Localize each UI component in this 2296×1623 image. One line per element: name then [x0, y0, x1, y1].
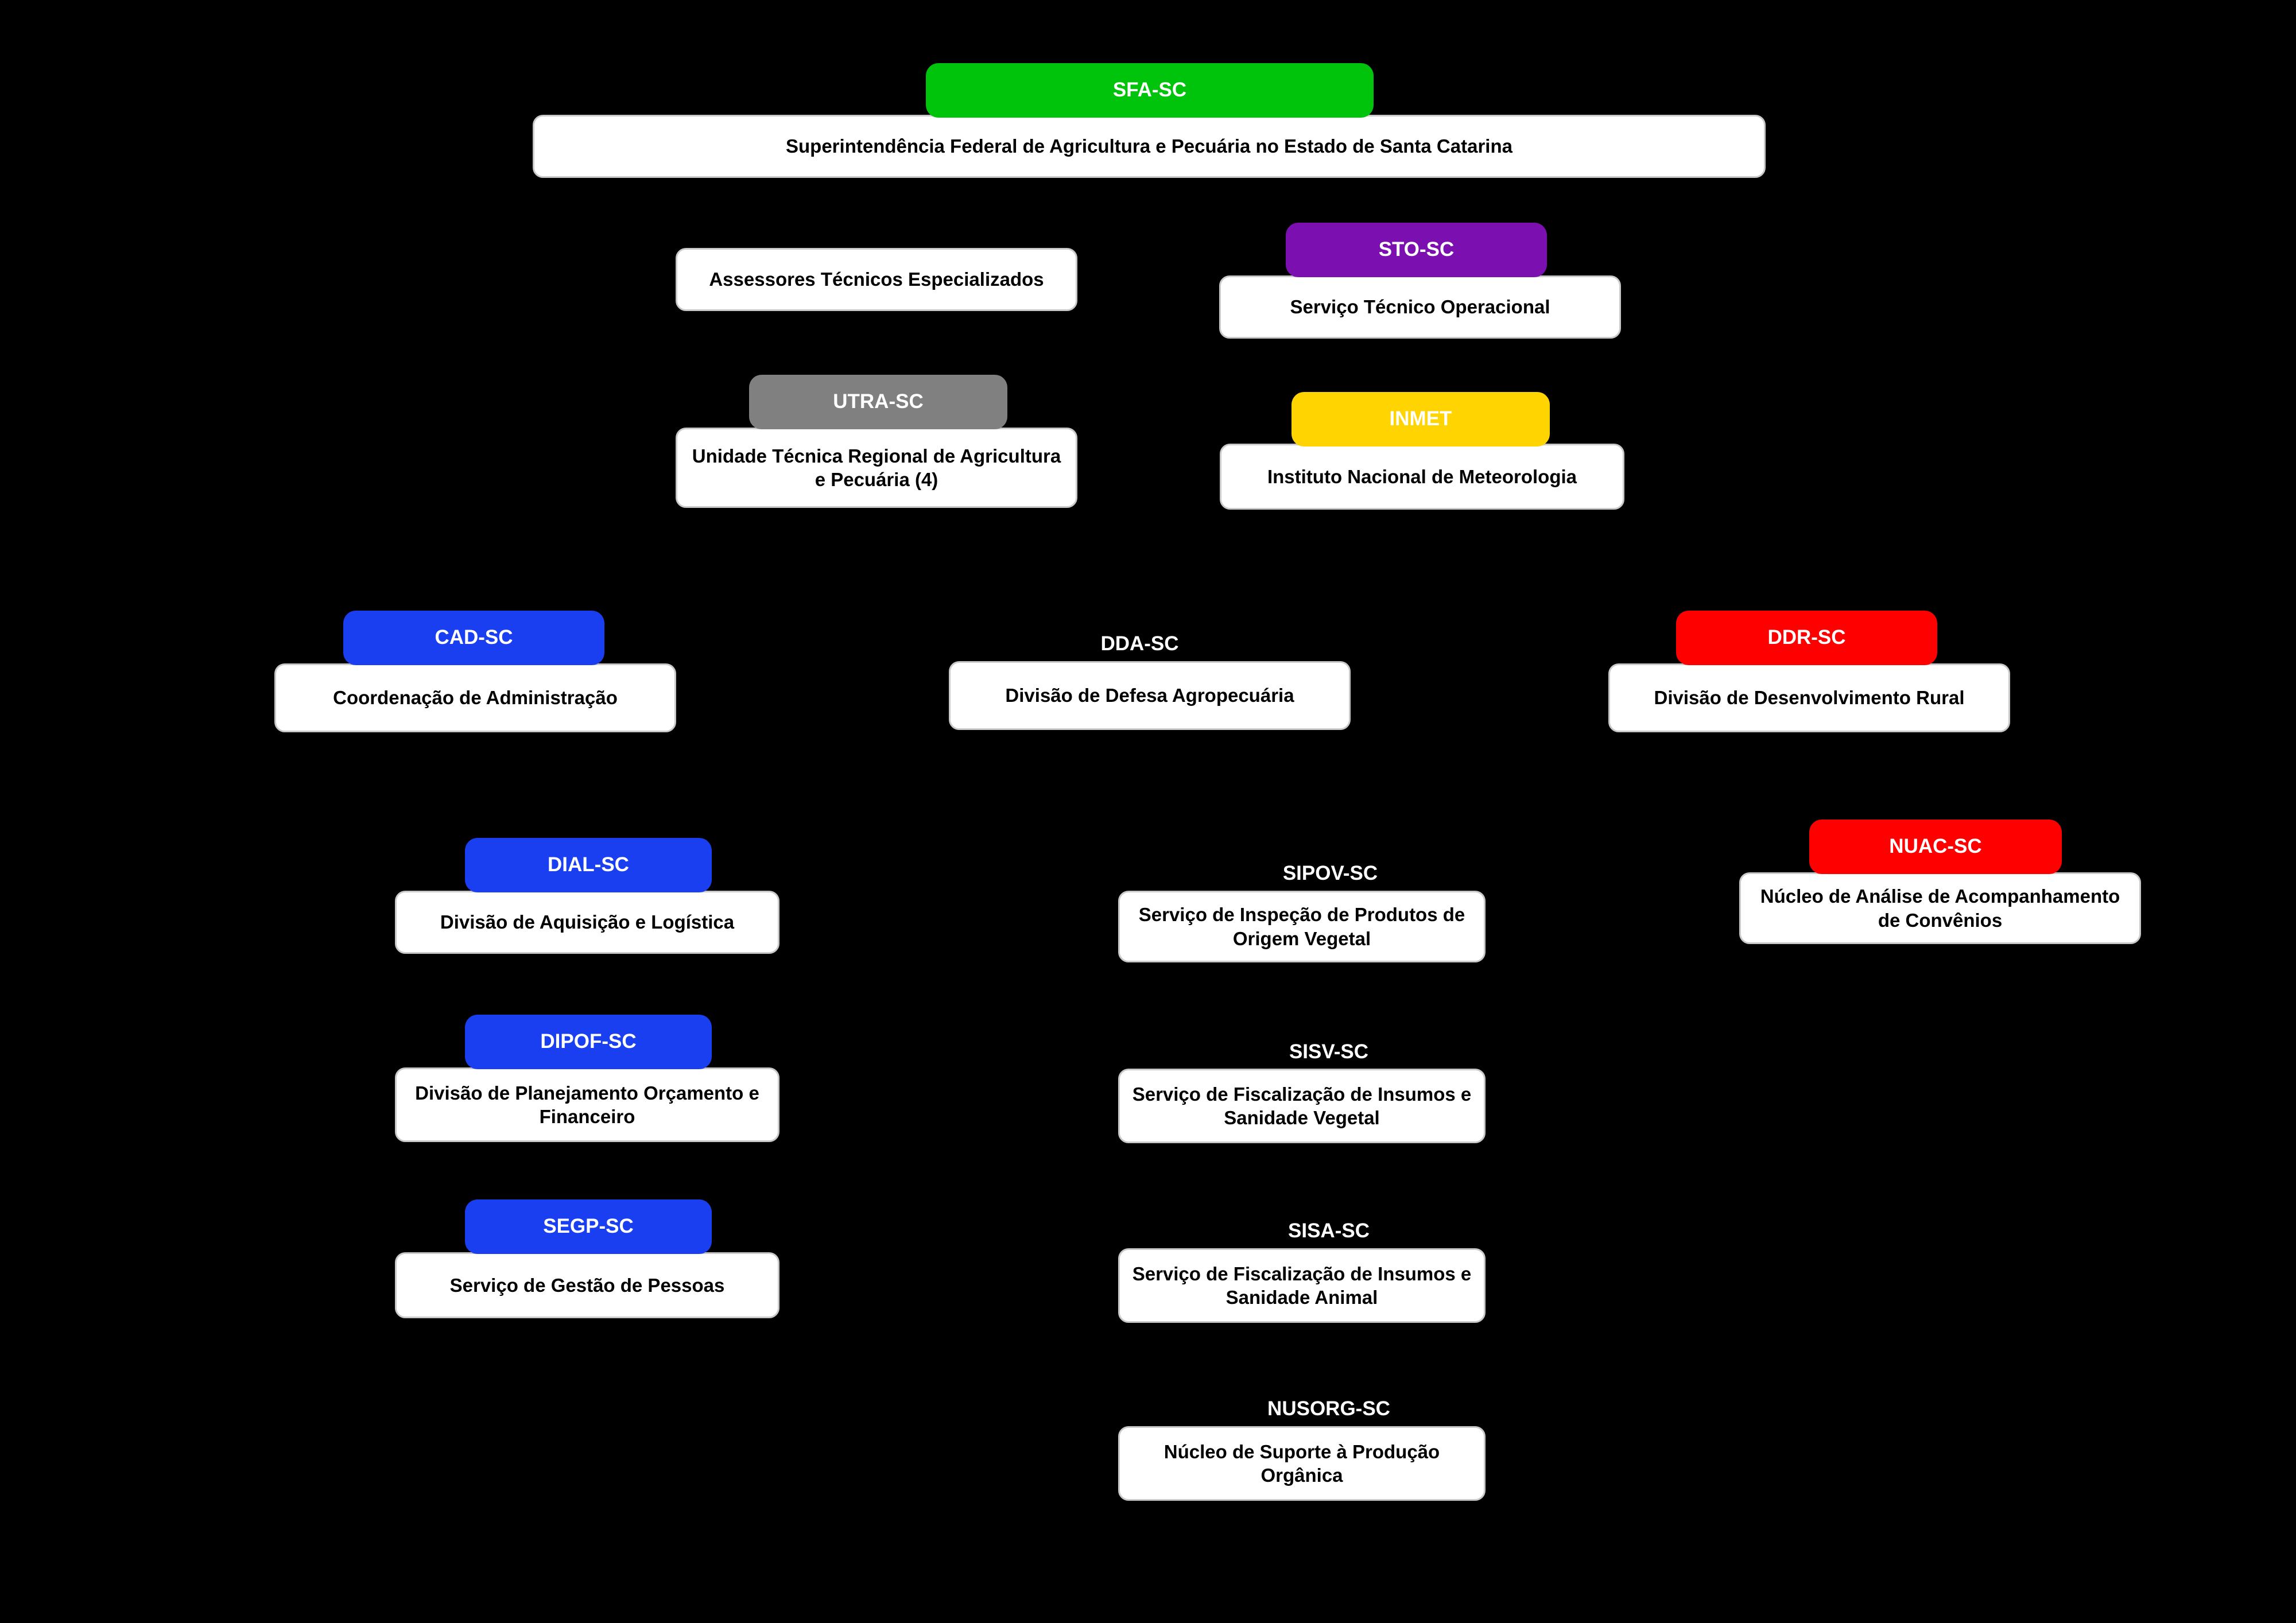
org-node-tag-sfa: SFA-SC: [926, 63, 1374, 118]
org-node-tag-dial: DIAL-SC: [465, 838, 712, 892]
org-node-body-sisa: Serviço de Fiscalização de Insumos e Sanidade Animal: [1118, 1248, 1486, 1323]
org-node-body-sfa: Superintendência Federal de Agricultura e Pecuária no Estado de Santa Catarina: [533, 115, 1766, 178]
org-node-tag-dda: DDA-SC: [1100, 632, 1179, 655]
org-node-body-nuac: Núcleo de Análise de Acompanhamento de Convênios: [1739, 872, 2141, 944]
org-node-body-ddr: Divisão de Desenvolvimento Rural: [1608, 663, 2010, 732]
org-node-body-sipov: Serviço de Inspeção de Produtos de Origem Vegetal: [1118, 891, 1486, 962]
org-node-body-nusorg: Núcleo de Suporte à Produção Orgânica: [1118, 1426, 1486, 1501]
org-node-tag-inmet: INMET: [1292, 392, 1550, 446]
org-node-tag-dipof: DIPOF-SC: [465, 1015, 712, 1069]
org-node-tag-sipov: SIPOV-SC: [1282, 861, 1378, 884]
org-node-tag-sisv: SISV-SC: [1289, 1040, 1369, 1063]
org-node-tag-nuac: NUAC-SC: [1809, 820, 2062, 874]
org-node-tag-nusorg: NUSORG-SC: [1267, 1397, 1390, 1420]
org-node-body-dipof: Divisão de Planejamento Orçamento e Financeiro: [395, 1067, 779, 1142]
org-node-body-dial: Divisão de Aquisição e Logística: [395, 891, 779, 954]
org-node-body-inmet: Instituto Nacional de Meteorologia: [1220, 444, 1624, 510]
org-node-tag-cad: CAD-SC: [343, 611, 604, 665]
org-node-tag-utra: UTRA-SC: [749, 375, 1007, 429]
org-node-tag-ddr: DDR-SC: [1676, 611, 1937, 665]
org-node-body-utra: Unidade Técnica Regional de Agricultura e Pecuária (4): [676, 428, 1077, 508]
org-node-body-ate: Assessores Técnicos Especializados: [676, 248, 1077, 311]
org-node-tag-sto: STO-SC: [1286, 223, 1547, 277]
org-node-tag-segp: SEGP-SC: [465, 1199, 712, 1254]
org-node-body-sisv: Serviço de Fiscalização de Insumos e Sanidade Vegetal: [1118, 1069, 1486, 1143]
org-node-body-cad: Coordenação de Administração: [274, 663, 676, 732]
org-node-body-dda: Divisão de Defesa Agropecuária: [949, 661, 1351, 730]
org-node-body-sto: Serviço Técnico Operacional: [1219, 275, 1621, 339]
org-node-body-segp: Serviço de Gestão de Pessoas: [395, 1252, 779, 1318]
org-node-tag-sisa: SISA-SC: [1288, 1219, 1370, 1242]
